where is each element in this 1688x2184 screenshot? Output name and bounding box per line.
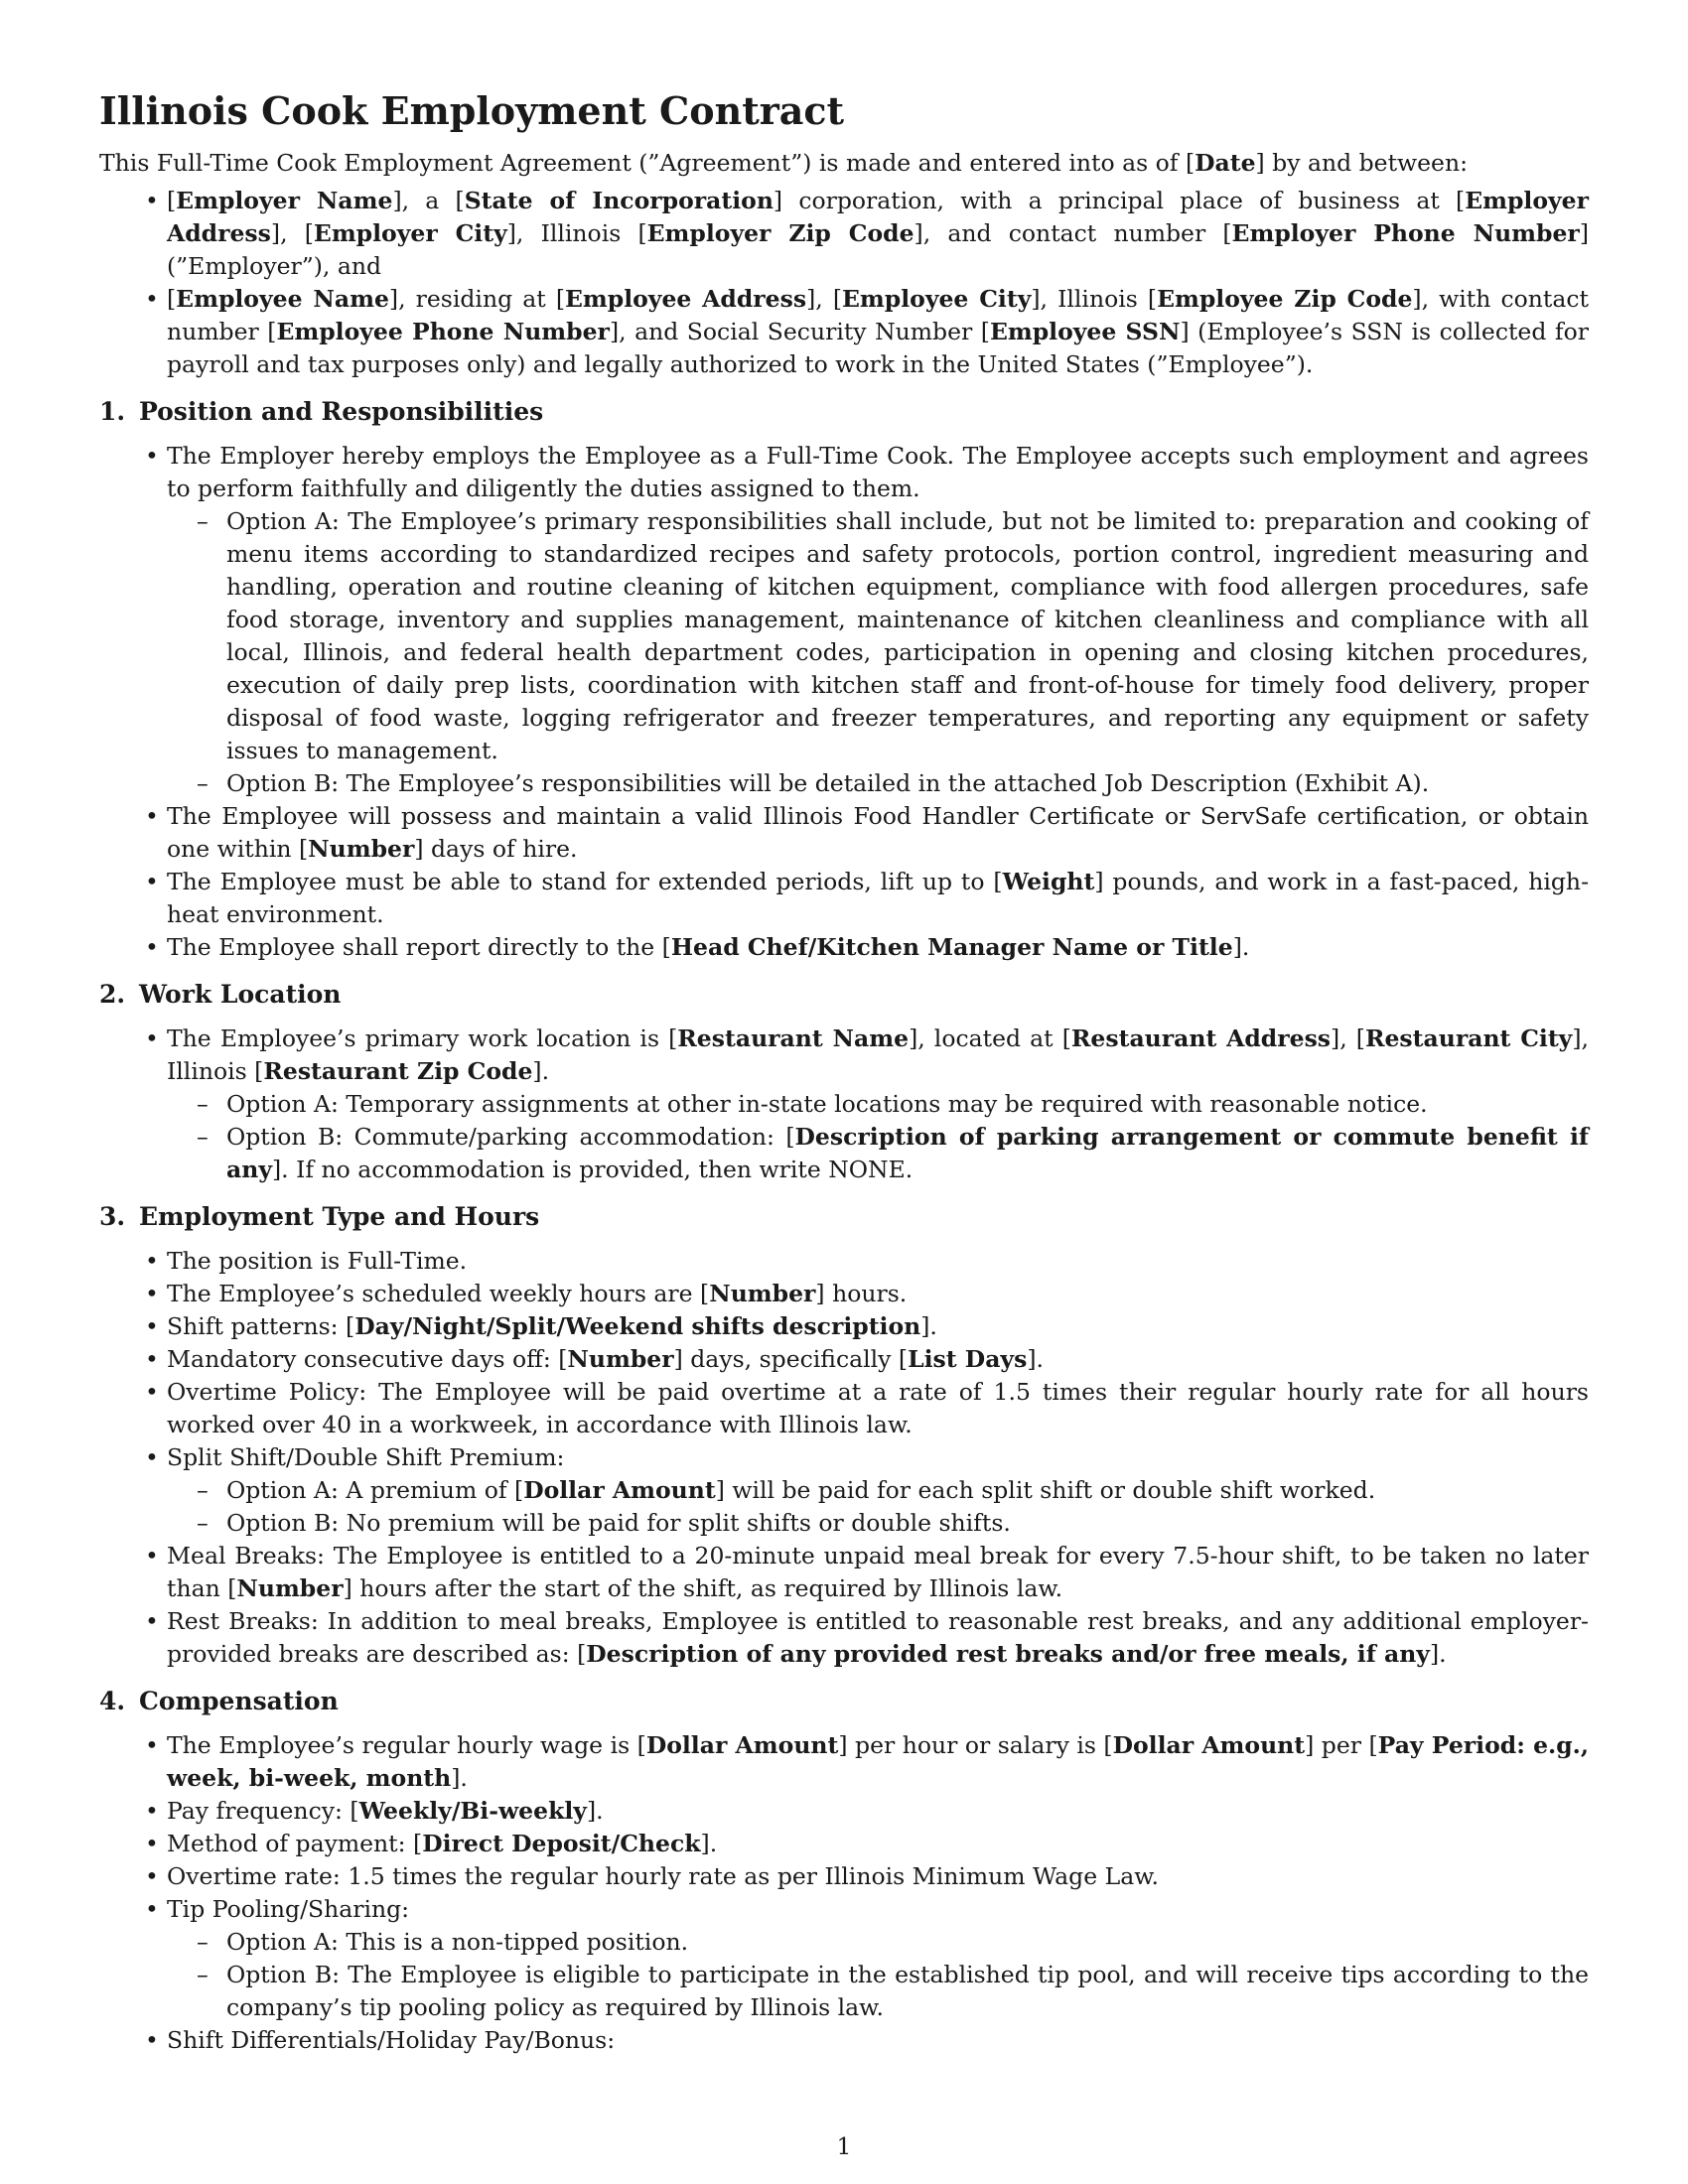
list-item — [99, 1605, 1589, 1671]
list-item — [99, 1441, 1589, 1540]
option-item: – Option A: Temporary assignments at other in-state locations may be required with reasonable notice. — [167, 1088, 1589, 1121]
section-title: Position and Responsibilities — [139, 397, 544, 426]
section-items-list — [99, 440, 1589, 964]
list-item — [99, 1023, 1589, 1186]
list-item — [99, 1343, 1589, 1376]
placeholder-field: Employer Address — [167, 187, 1589, 247]
document-page — [99, 87, 1589, 2152]
placeholder-field: List Days — [908, 1345, 1028, 1373]
list-item — [99, 1278, 1589, 1310]
section-number: 4. — [99, 1687, 126, 1715]
list-item — [99, 1729, 1589, 1795]
section-items-list — [99, 1245, 1589, 1671]
placeholder-field: Dollar Amount — [645, 1731, 839, 1759]
section-title: Work Location — [139, 980, 342, 1009]
list-item-text: Method of payment: [Direct Deposit/Check]. — [167, 1830, 718, 1857]
option-item: – Option B: Commute/parking accommodation: [Description of parking arrangement or commute benefit if any]. If no accommodation is provided, then write NONE. — [167, 1121, 1589, 1186]
section-position-and-responsibilities — [99, 395, 1589, 964]
section-items-list — [99, 1023, 1589, 1186]
placeholder-field: Day/Night/Split/Weekend shifts description — [354, 1312, 921, 1340]
list-item — [99, 1860, 1589, 1893]
placeholder-field: Dollar Amount — [523, 1476, 716, 1504]
placeholder-field: Dollar Amount — [1112, 1731, 1306, 1759]
placeholder-field: Employee Name — [176, 285, 389, 313]
list-item — [99, 1795, 1589, 1828]
list-item-text: The Employee shall report directly to the [Head Chef/Kitchen Manager Name or Title]. — [167, 933, 1250, 961]
list-item — [99, 2024, 1589, 2057]
page-number: 1 — [836, 2132, 852, 2160]
placeholder-field: State of Incorporation — [464, 187, 774, 214]
option-list — [167, 1474, 1589, 1540]
placeholder-field: Restaurant City — [1364, 1024, 1573, 1052]
section-employment-type-and-hours — [99, 1200, 1589, 1671]
placeholder-field: Number — [308, 835, 415, 863]
section-heading — [99, 1200, 1589, 1233]
list-item-text: The Employee’s scheduled weekly hours are [Number] hours. — [167, 1280, 908, 1307]
list-item-text: Rest Breaks: In addition to meal breaks, Employee is entitled to reasonable rest breaks, and any additional employer-provided breaks are described as: [Description of any provided rest breaks and/or free meals, if any]. — [167, 1607, 1589, 1668]
list-item-text: The position is Full-Time. — [167, 1247, 468, 1275]
list-item-text: The Employee’s primary work location is [Restaurant Name], located at [Restaurant Address], [Restaurant City], Illinois [Restaurant Zip Code]. — [167, 1024, 1589, 1085]
option-item: – Option A: The Employee’s primary responsibilities shall include, but not be limited to: preparation and cooking of menu items according to standardized recipes and safety protocols, portion control, ingredient measuring and handling, operation and routine cleaning of kitchen equipment, compliance with food allergen procedures, safe food storage, inventory and supplies management, maintenance of kitchen cleanliness and compliance with all local, Illinois, and federal health department codes, participation in opening and closing kitchen procedures, execution of daily prep lists, coordination with kitchen staff and front-of-house for timely food delivery, proper disposal of food waste, logging refrigerator and freezer temperatures, and reporting any equipment or safety issues to management. — [167, 505, 1589, 767]
option-list — [167, 1088, 1589, 1186]
list-item — [99, 1245, 1589, 1278]
list-item-text: Shift patterns: [Day/Night/Split/Weekend shifts description]. — [167, 1312, 937, 1340]
party-employer: • [Employer Name], a [State of Incorporation] corporation, with a principal place of business at [Employer Address], [Employer City], Illinois [Employer Zip Code], and contact number [Employer Phone Number] (”Employer”), and — [99, 185, 1589, 283]
placeholder-field: Pay Period: e.g., week, bi-week, month — [167, 1731, 1590, 1792]
document-title: Illinois Cook Employment Contract — [99, 88, 845, 133]
list-item — [99, 440, 1589, 800]
placeholder-field: Employee SSN — [989, 318, 1181, 345]
placeholder-field: Employee City — [842, 285, 1032, 313]
list-item-text: The Employer hereby employs the Employee as a Full-Time Cook. The Employee accepts such employment and agrees to perform faithfully and diligently the duties assigned to them. — [167, 442, 1589, 502]
list-item-text: Meal Breaks: The Employee is entitled to a 20-minute unpaid meal break for every 7.5-hour shift, to be taken no later than [Number] hours after the start of the shift, as required by Illinois law. — [167, 1542, 1589, 1602]
option-item: – Option B: The Employee’s responsibilities will be detailed in the attached Job Description (Exhibit A). — [167, 767, 1589, 800]
section-work-location — [99, 978, 1589, 1186]
placeholder-field: Employer City — [313, 219, 507, 247]
placeholder-field: Employee Address — [564, 285, 807, 313]
list-item — [99, 1376, 1589, 1441]
list-item-text: Shift Differentials/Holiday Pay/Bonus: — [167, 2026, 616, 2054]
list-item-text: The Employee must be able to stand for extended periods, lift up to [Weight] pounds, and work in a fast-paced, high-heat environment. — [167, 868, 1590, 928]
list-item-text: The Employee’s regular hourly wage is [Dollar Amount] per hour or salary is [Dollar Amount] per [Pay Period: e.g., week, bi-week, month]. — [167, 1731, 1590, 1792]
placeholder-field: Restaurant Address — [1070, 1024, 1332, 1052]
list-item-text: The Employee will possess and maintain a valid Illinois Food Handler Certificate or ServSafe certification, or obtain one within [Number] days of hire. — [167, 802, 1589, 863]
section-heading — [99, 395, 1589, 428]
section-number: 1. — [99, 397, 126, 426]
section-compensation — [99, 1685, 1589, 2057]
placeholder-field: Head Chef/Kitchen Manager Name or Title — [670, 933, 1233, 961]
section-heading — [99, 1685, 1589, 1717]
option-item: – Option A: This is a non-tipped position. — [167, 1926, 1589, 1959]
list-item — [99, 1828, 1589, 1860]
list-item-text: Tip Pooling/Sharing: — [167, 1895, 410, 1923]
intro-paragraph: This Full-Time Cook Employment Agreement (”Agreement”) is made and entered into as of [Date] by and between: — [99, 149, 1468, 177]
section-items-list — [99, 1729, 1589, 2057]
section-title: Compensation — [139, 1687, 339, 1715]
list-item-text: Overtime Policy: The Employee will be paid overtime at a rate of 1.5 times their regular hourly rate for all hours worked over 40 in a workweek, in accordance with Illinois law. — [167, 1378, 1589, 1438]
option-item: – Option B: No premium will be paid for split shifts or double shifts. — [167, 1507, 1589, 1540]
option-item: – Option A: A premium of [Dollar Amount] will be paid for each split shift or double shift worked. — [167, 1474, 1589, 1507]
placeholder-field: Employer Name — [176, 187, 393, 214]
list-item — [99, 866, 1589, 931]
section-heading — [99, 978, 1589, 1011]
placeholder-field: Direct Deposit/Check — [422, 1830, 701, 1857]
placeholder-field: Description of any provided rest breaks and/or free meals, if any — [586, 1640, 1430, 1668]
placeholder-field: Restaurant Name — [677, 1024, 910, 1052]
placeholder-field: Employer Phone Number — [1231, 219, 1580, 247]
list-item-text: Pay frequency: [Weekly/Bi-weekly]. — [167, 1797, 604, 1825]
placeholder-field: Weight — [1002, 868, 1095, 895]
list-item-text: Mandatory consecutive days off: [Number] days, specifically [List Days]. — [167, 1345, 1044, 1373]
option-list — [167, 505, 1589, 800]
list-item — [99, 1893, 1589, 2024]
option-item: – Option B: The Employee is eligible to participate in the established tip pool, and will receive tips according to the company’s tip pooling policy as required by Illinois law. — [167, 1959, 1589, 2024]
placeholder-field: Employee Phone Number — [276, 318, 610, 345]
placeholder-field: Restaurant Zip Code — [263, 1057, 533, 1085]
list-item-text: Split Shift/Double Shift Premium: — [167, 1443, 565, 1471]
placeholder-field: Number — [709, 1280, 816, 1307]
sections-container — [99, 395, 1589, 2057]
placeholder-field: Number — [567, 1345, 674, 1373]
placeholder-field: Description of parking arrangement or commute benefit if any — [226, 1123, 1589, 1183]
parties-list — [99, 185, 1589, 381]
placeholder-field: Date — [1195, 149, 1256, 177]
list-item — [99, 1310, 1589, 1343]
list-item — [99, 931, 1589, 964]
list-item — [99, 1540, 1589, 1605]
section-number: 3. — [99, 1202, 126, 1231]
party-employee: • [Employee Name], residing at [Employee Address], [Employee City], Illinois [Employee Zip Code], with contact number [Employee Phone Number], and Social Security Number [Employee SSN] (Employee’s SSN is collected for payroll and tax purposes only) and legally authorized to work in the United States (”Employee”). — [99, 283, 1589, 381]
list-item-text: Overtime rate: 1.5 times the regular hourly rate as per Illinois Minimum Wage Law. — [167, 1862, 1160, 1890]
placeholder-field: Employer Zip Code — [646, 219, 914, 247]
section-number: 2. — [99, 980, 126, 1009]
placeholder-field: Employee Zip Code — [1157, 285, 1413, 313]
option-list — [167, 1926, 1589, 2024]
list-item — [99, 800, 1589, 866]
placeholder-field: Number — [236, 1574, 344, 1602]
placeholder-field: Weekly/Bi-weekly — [358, 1797, 587, 1825]
section-title: Employment Type and Hours — [139, 1202, 540, 1231]
